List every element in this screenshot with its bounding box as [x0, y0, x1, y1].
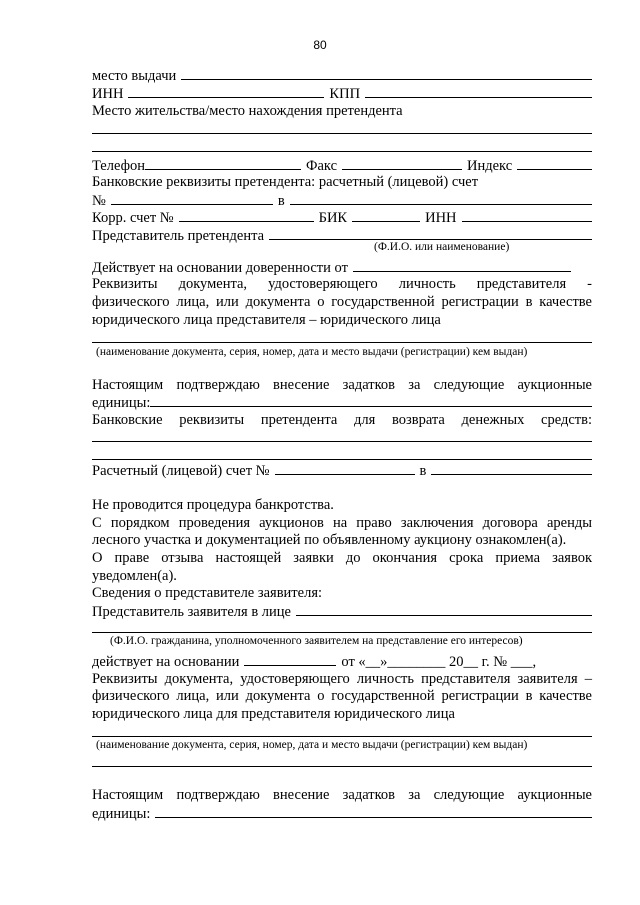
phone-blank[interactable]	[145, 156, 301, 170]
account-blank[interactable]	[111, 191, 273, 205]
kpp-blank[interactable]	[365, 84, 592, 98]
confirm2-text-1: Настоящим подтверждаю внесение задатков за следующие аукционные	[92, 787, 592, 803]
rep-info-label: Сведения о представителе заявителя:	[92, 585, 323, 601]
auction-units-blank-2[interactable]	[155, 804, 592, 818]
issue-place-line: место выдачи	[92, 66, 592, 84]
representative-line: Представитель претендента	[92, 226, 592, 244]
index-blank[interactable]	[517, 156, 592, 170]
corr-bik-inn-line: Корр. счет № БИК ИНН	[92, 208, 592, 226]
bik-blank[interactable]	[352, 208, 420, 222]
auction-units-blank[interactable]	[150, 393, 592, 407]
rep-doc2-blank[interactable]	[92, 736, 592, 737]
residence-blank-2[interactable]	[92, 151, 592, 152]
doc-caption: (наименование документа, серия, номер, дата и место выдачи (регистрации) кем выдан)	[96, 346, 528, 358]
acts-basis-line: Действует на основании доверенности от	[92, 258, 592, 276]
inn-kpp-line: ИНН КПП	[92, 84, 592, 102]
phone-fax-index-line: Телефон Факс Индекс	[92, 156, 592, 174]
rep-person-blank-2[interactable]	[92, 632, 592, 633]
rep-doc-text-3: юридического лица представителя – юридического лица	[92, 312, 441, 328]
account-number-line: № в	[92, 191, 592, 209]
issue-place-blank[interactable]	[181, 66, 592, 80]
current-account-line: Расчетный (лицевой) счет № в	[92, 461, 592, 479]
power-of-attorney-date-blank[interactable]	[353, 258, 571, 272]
bank-details-label: Банковские реквизиты претендента: расчетный (лицевой) счет	[92, 174, 479, 190]
rep-doc2-text-2: физического лица, или документа о государственной регистрации в качестве	[92, 688, 592, 704]
rep-person-blank[interactable]	[296, 602, 592, 616]
corr-blank[interactable]	[179, 208, 314, 222]
confirm-text-1: Настоящим подтверждаю внесение задатков за следующие аукционные	[92, 377, 592, 393]
procedure-text-1: С порядком проведения аукционов на право заключения договора аренды	[92, 515, 592, 531]
acts-basis-2-line: действует на основании от «__»________ 20__ г. № ___,	[92, 654, 537, 670]
residence-blank-1[interactable]	[92, 133, 592, 134]
rep-doc2-blank-2[interactable]	[92, 766, 592, 767]
inn2-blank[interactable]	[462, 208, 592, 222]
basis-doc-blank[interactable]	[244, 652, 336, 666]
current-account-bank-blank[interactable]	[431, 461, 592, 475]
representative-blank[interactable]	[269, 226, 592, 240]
bank-return-blank-2[interactable]	[92, 459, 592, 460]
bank-return-label: Банковские реквизиты претендента для возврата денежных средств:	[92, 412, 592, 428]
fio-caption-2: (Ф.И.О. гражданина, уполномоченного заявителем на представление его интересов)	[110, 635, 523, 647]
inn-blank[interactable]	[128, 84, 324, 98]
page-number: 80	[313, 38, 327, 52]
bank-return-blank-1[interactable]	[92, 441, 592, 442]
revoke-text-2: уведомлен(а).	[92, 568, 177, 584]
fax-blank[interactable]	[342, 156, 462, 170]
revoke-text-1: О праве отзыва настоящей заявки до окончания срока приема заявок	[92, 550, 592, 566]
rep-person-line: Представитель заявителя в лице	[92, 602, 592, 620]
current-account-blank[interactable]	[275, 461, 415, 475]
residence-label: Место жительства/место нахождения претендента	[92, 103, 403, 119]
procedure-text-2: лесного участка и документацией по объявленному аукциону ознакомлен(а).	[92, 532, 567, 548]
rep-doc-text-1: Реквизиты документа, удостоверяющего личность представителя -	[92, 276, 592, 292]
fio-caption: (Ф.И.О. или наименование)	[374, 241, 510, 253]
no-bankruptcy-text: Не проводится процедура банкротства.	[92, 497, 334, 513]
bank-blank[interactable]	[290, 191, 592, 205]
doc-caption-2: (наименование документа, серия, номер, дата и место выдачи (регистрации) кем выдан)	[96, 739, 528, 751]
rep-doc2-text-3: юридического лица для представителя юридического лица	[92, 706, 455, 722]
confirm2-units-line: единицы:	[92, 804, 592, 822]
rep-doc-blank[interactable]	[92, 342, 592, 343]
rep-doc-text-2: физического лица, или документа о государственной регистрации в качестве	[92, 294, 592, 310]
rep-doc2-text-1: Реквизиты документа, удостоверяющего личность представителя заявителя –	[92, 671, 592, 687]
confirm-units-line: единицы:	[92, 393, 592, 411]
